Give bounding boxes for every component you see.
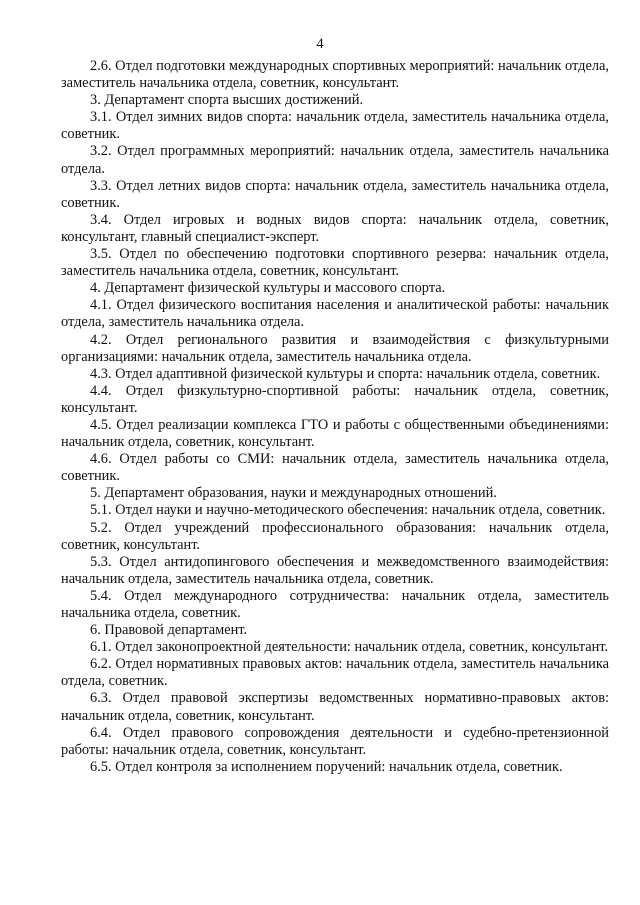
paragraph-4-5: 4.5. Отдел реализации комплекса ГТО и работы с общественными объединениями: начальник отдела, советник, консультант. [61, 416, 609, 451]
paragraph-5-3: 5.3. Отдел антидопингового обеспечения и межведомственного взаимодействия: начальник отдела, заместитель начальника отдела, советник. [61, 553, 609, 587]
paragraph-3-heading: 3. Департамент спорта высших достижений. [90, 92, 364, 109]
paragraph-4-heading: 4. Департамент физической культуры и массового спорта. [90, 280, 446, 297]
paragraph-5-heading: 5. Департамент образования, науки и международных отношений. [90, 485, 497, 502]
paragraph-6-3: 6.3. Отдел правовой экспертизы ведомственных нормативно-правовых актов: начальник отдела, советник, консультант. [61, 690, 609, 724]
page-number: 4 [316, 36, 324, 52]
paragraph-3-2: 3.2. Отдел программных мероприятий: начальник отдела, заместитель начальника отдела. [61, 143, 609, 177]
paragraph-4-6: 4.6. Отдел работы со СМИ: начальник отдела, заместитель начальника отдела, советник. [61, 451, 609, 485]
paragraph-3-3: 3.3. Отдел летних видов спорта: начальник отдела, заместитель начальника отдела, советник. [61, 177, 609, 211]
paragraph-6-heading: 6. Правовой департамент. [90, 622, 248, 639]
paragraph-2-6: 2.6. Отдел подготовки международных спортивных мероприятий: начальник отдела, заместитель начальника отдела, советник, консультант. [61, 58, 610, 92]
paragraph-5-1: 5.1. Отдел науки и научно-методического обеспечения: начальник отдела, советник. [90, 502, 606, 519]
paragraph-6-5: 6.5. Отдел контроля за исполнением поручений: начальник отдела, советник. [90, 758, 563, 775]
paragraph-4-4: 4.4. Отдел физкультурно-спортивной работы: начальник отдела, советник, консультант. [61, 382, 609, 416]
paragraph-3-4: 3.4. Отдел игровых и водных видов спорта: начальник отдела, советник, консультант, главный специалист-эксперт. [61, 211, 609, 245]
paragraph-3-5: 3.5. Отдел по обеспечению подготовки спортивного резерва: начальник отдела, заместитель начальника отдела, советник, консультант. [61, 246, 609, 280]
paragraph-4-3: 4.3. Отдел адаптивной физической культуры и спорта: начальник отдела, советник. [90, 365, 601, 382]
paragraph-5-2: 5.2. Отдел учреждений профессионального образования: начальник отдела, советник, консультант. [61, 519, 609, 553]
paragraph-6-4: 6.4. Отдел правового сопровождения деятельности и судебно-претензионной работы: начальник отдела, советник, консультант. [61, 724, 609, 758]
paragraph-5-4: 5.4. Отдел международного сотрудничества: начальник отдела, заместитель начальника отдела, советник. [61, 587, 609, 621]
paragraph-6-1: 6.1. Отдел законопроектной деятельности: начальник отдела, советник, консультант. [90, 639, 609, 656]
paragraph-4-2: 4.2. Отдел регионального развития и взаимодействия с физкультурными организациями: начальник отдела, заместитель начальника отдела. [61, 331, 609, 365]
document-body [61, 58, 609, 776]
paragraph-3-1: 3.1. Отдел зимних видов спорта: начальник отдела, заместитель начальника отдела, советник. [61, 109, 609, 143]
paragraph-6-2: 6.2. Отдел нормативных правовых актов: начальник отдела, заместитель начальника отдела, советник. [61, 656, 609, 690]
paragraph-4-1: 4.1. Отдел физического воспитания населения и аналитической работы: начальник отдела, заместитель начальника отдела. [61, 297, 609, 331]
